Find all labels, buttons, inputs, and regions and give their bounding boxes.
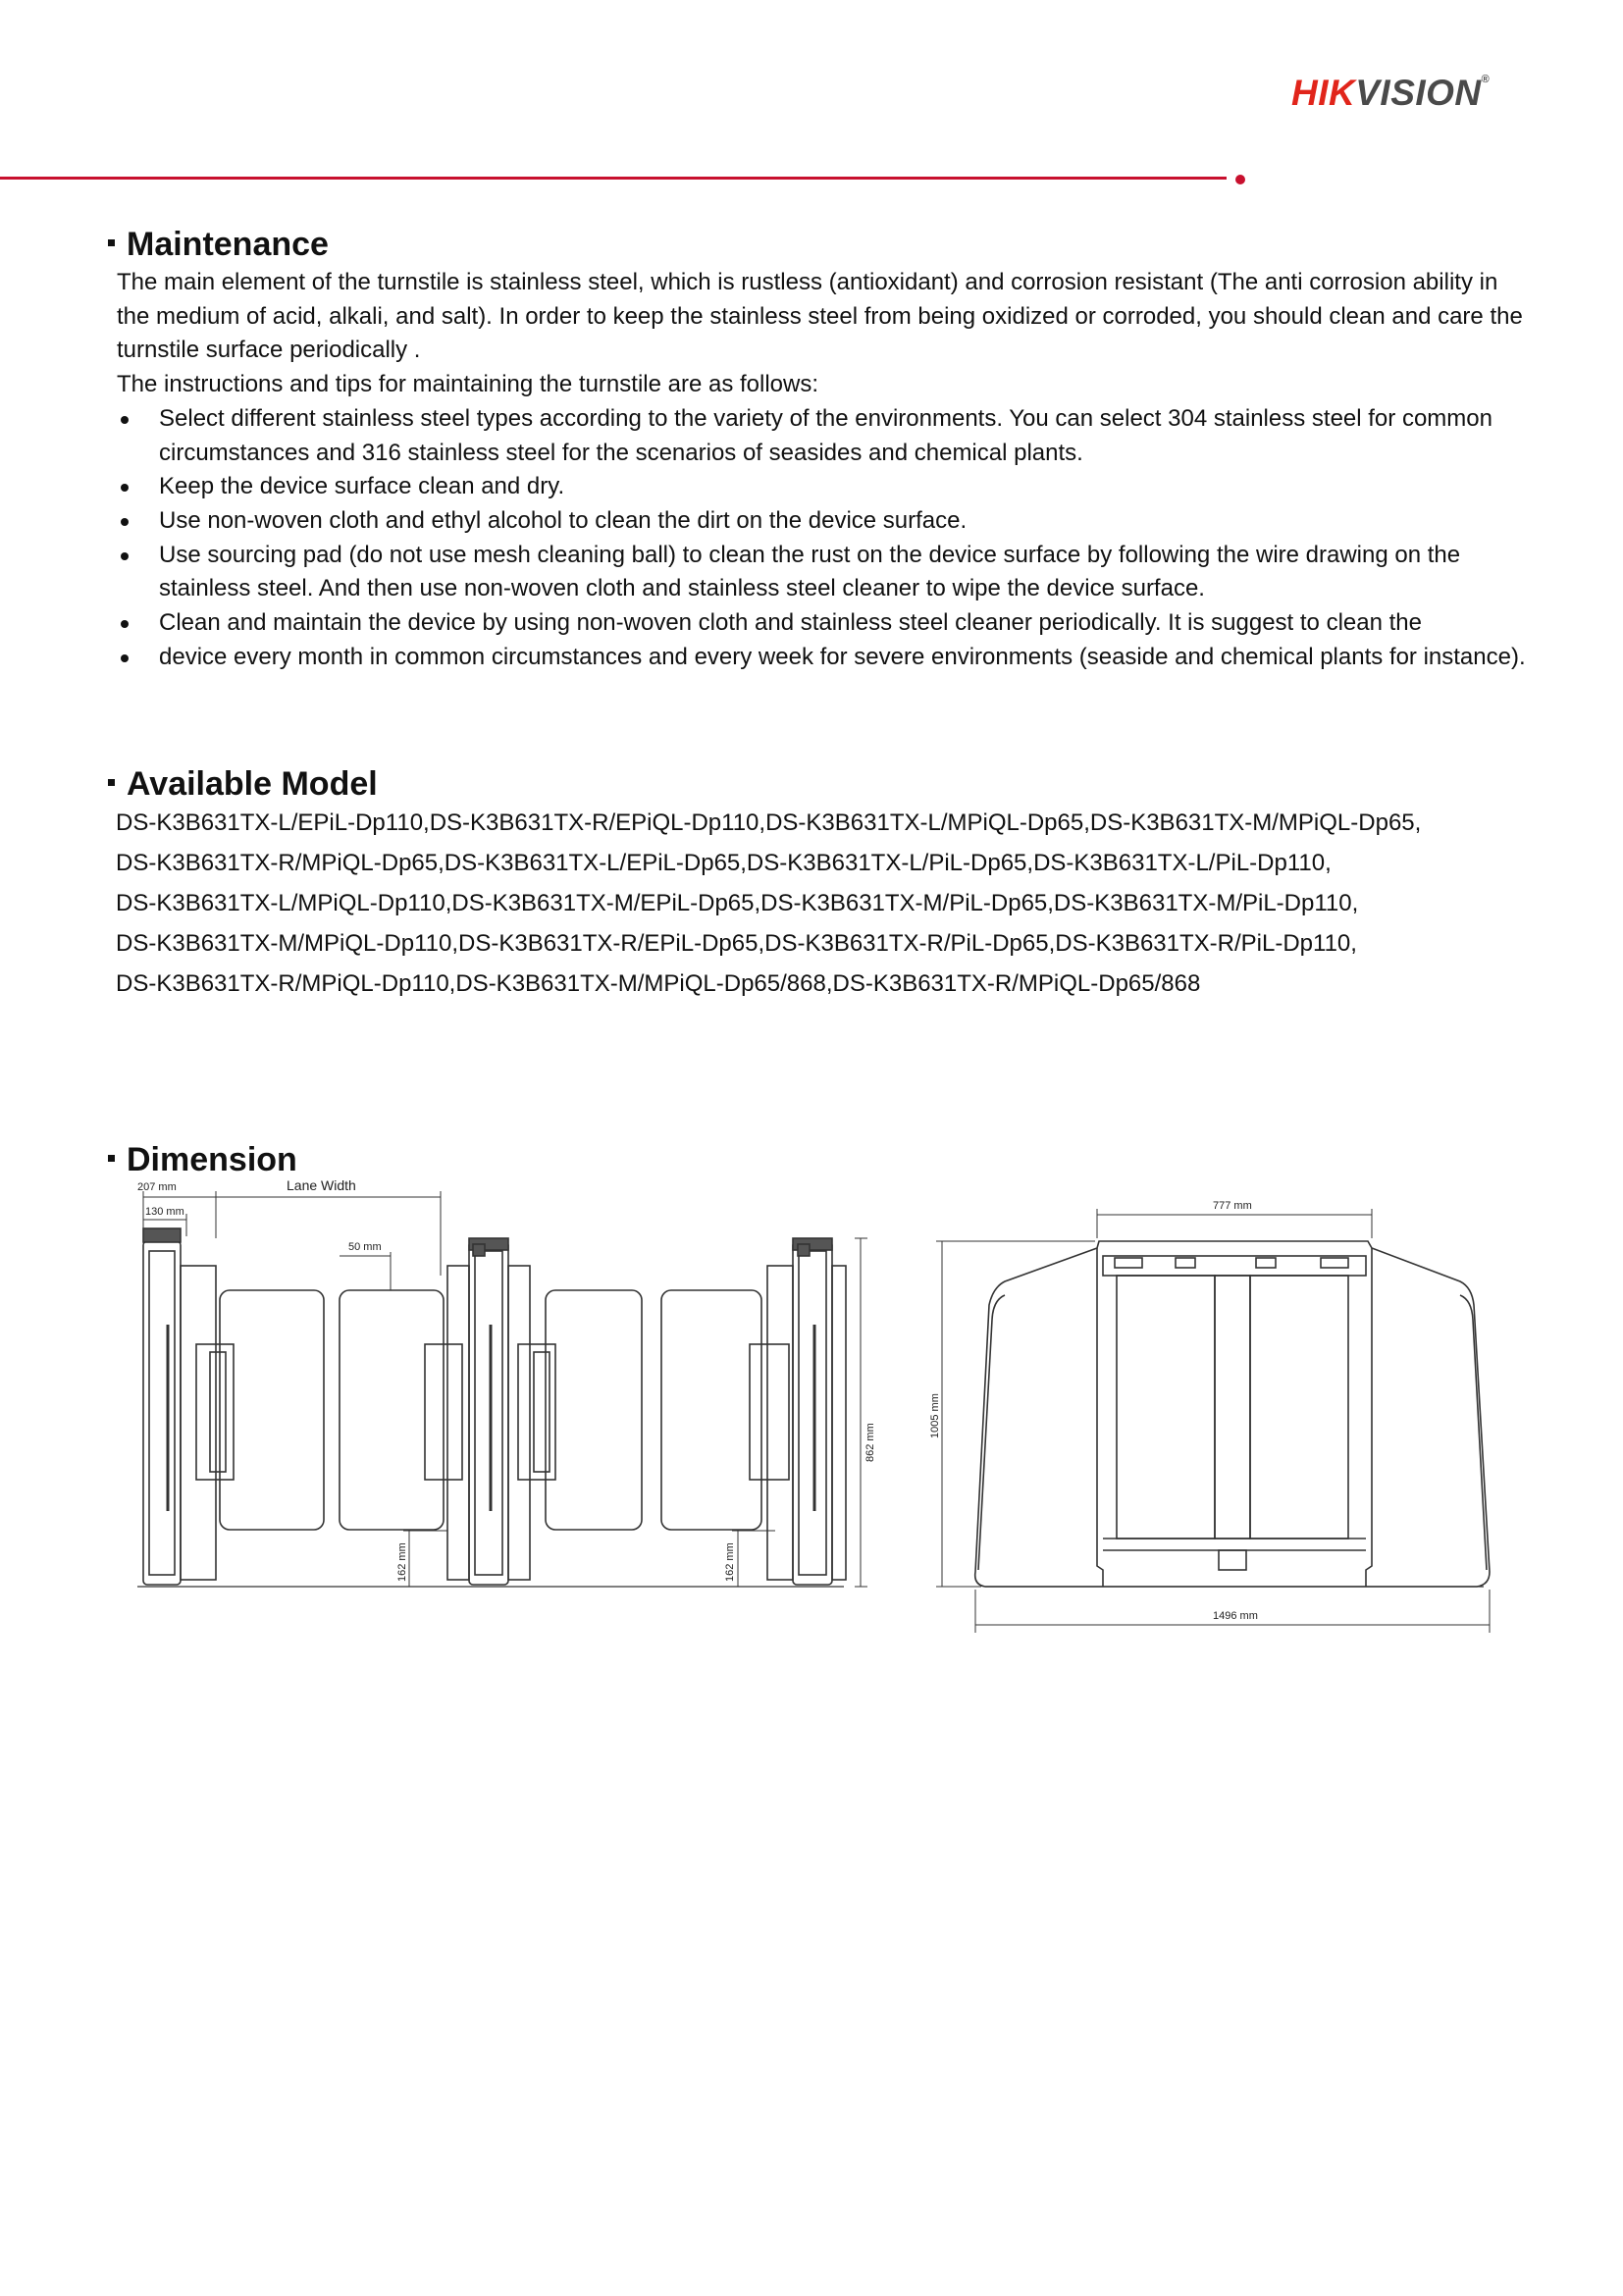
list-item: Use non-woven cloth and ethyl alcohol to clean the dirt on the device surface. [117,504,1530,539]
dim-lane-width: Lane Width [287,1177,356,1193]
list-item: Select different stainless steel types according to the variety of the environments. You can select 304 stainless steel for common circumstances and 316 stainless steel for the scenarios of seasides and chemical plants. [117,402,1530,470]
side-view [975,1241,1490,1587]
model-line: DS-K3B631TX-M/MPiQL-Dp110,DS-K3B631TX-R/EPiL-Dp65,DS-K3B631TX-R/PiL-Dp65,DS-K3B631TX-R/PiL-Dp110, [116,930,1357,957]
lane-2-wings [546,1290,761,1530]
model-line: DS-K3B631TX-L/MPiQL-Dp110,DS-K3B631TX-M/EPiL-Dp65,DS-K3B631TX-M/PiL-Dp65,DS-K3B631TX-M/PiL-Dp110, [116,890,1359,916]
dim-862: 862 mm [864,1423,876,1462]
maintenance-lead: The instructions and tips for maintaining the turnstile are as follows: [117,371,819,398]
dim-1496: 1496 mm [1213,1610,1258,1622]
dim-130: 130 mm [145,1206,184,1218]
side-dimension-lines [936,1209,1490,1633]
maintenance-heading: Maintenance [108,228,329,261]
list-item: Clean and maintain the device by using non-woven cloth and stainless steel cleaner periodically. It is suggest to clean the [117,606,1530,641]
maintenance-intro: The main element of the turnstile is stainless steel, which is rustless (antioxidant) and corrosion resistant (The anti corrosion ability in the medium of acid, alkali, and salt). In order to keep the stainless steel from being oxidized or corroded, you should clean and care the turnstile surface periodically . [117,269,1523,364]
list-item: device every month in common circumstances and every week for severe environments (seaside and chemical plants for instance). [117,641,1530,675]
dim-50: 50 mm [348,1241,382,1253]
dim-162-left: 162 mm [396,1542,408,1582]
lane-1-wings [220,1290,444,1530]
list-item: Use sourcing pad (do not use mesh cleaning ball) to clean the rust on the device surface by following the wire drawing on the stainless steel. And then use non-woven cloth and stainless steel cleaner to wipe the device surface. [117,539,1530,606]
model-line: DS-K3B631TX-R/MPiQL-Dp110,DS-K3B631TX-M/MPiQL-Dp65/868,DS-K3B631TX-R/MPiQL-Dp65/868 [116,970,1201,997]
right-cabinet [750,1238,846,1585]
dim-777: 777 mm [1213,1200,1252,1212]
available-model-heading: Available Model [108,767,378,801]
list-item: Keep the device surface clean and dry. [117,470,1530,504]
dimension-heading: Dimension [108,1143,297,1176]
model-line: DS-K3B631TX-R/MPiQL-Dp65,DS-K3B631TX-L/EPiL-Dp65,DS-K3B631TX-L/PiL-Dp65,DS-K3B631TX-L/PiL-Dp110, [116,850,1332,876]
dim-1005: 1005 mm [929,1393,941,1438]
center-cabinet [425,1238,555,1585]
model-line: DS-K3B631TX-L/EPiL-Dp110,DS-K3B631TX-R/EPiQL-Dp110,DS-K3B631TX-L/MPiQL-Dp65,DS-K3B631TX-M/MPiQL-Dp65, [116,809,1422,836]
hikvision-logo: HIKVISION® [1291,73,1491,113]
dim-207: 207 mm [137,1181,177,1193]
dim-162-right: 162 mm [724,1542,736,1582]
